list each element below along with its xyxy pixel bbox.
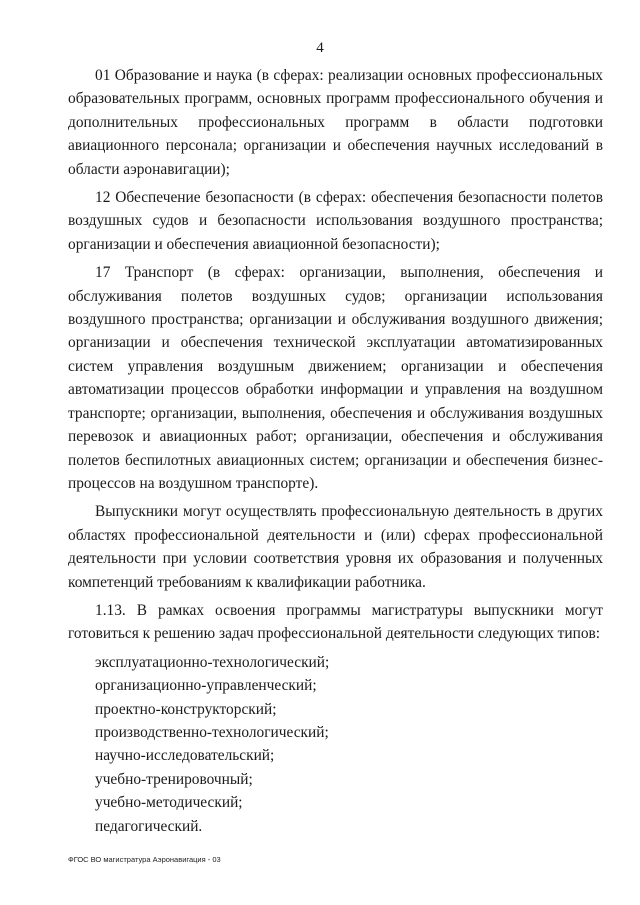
- page-footer: ФГОС ВО магистратура Аэронавигация - 03: [68, 855, 221, 864]
- list-item: проектно-конструкторский;: [95, 700, 277, 718]
- paragraph-transport: 17 Транспорт (в сферах: организации, выполнения, обеспечения и обслуживания полетов воздушных судов; организации использования воздушного пространства; организации и обслуживания воздушного движения; организации и обеспечения технической эксплуатации автоматизированных систем управления воздушным движением; организации и обеспечения автоматизации процессов обработки информации и управления на воздушном транспорте; организации, выполнения, обеспечения и обслуживания воздушных перевозок и авиационных работ; организации, обеспечения и обслуживания полетов беспилотных авиационных систем; организации и обеспечения бизнес-процессов на воздушном транспорте).: [68, 264, 603, 492]
- list-item: научно-исследовательский;: [95, 747, 275, 765]
- paragraph-section-1-13: 1.13. В рамках освоения программы магистратуры выпускники могут готовиться к решению задач профессиональной деятельности следующих типов:: [68, 601, 603, 643]
- list-item: учебно-методический;: [95, 794, 243, 812]
- paragraph-education: 01 Образование и наука (в сферах: реализации основных профессиональных образовательных программ, основных программ профессионального обучения и дополнительных профессиональных программ в области подготовки авиационного персонала; организации и обеспечения научных исследований в области аэронавигации);: [68, 67, 603, 178]
- document-body: [68, 64, 603, 838]
- list-item: производственно-технологический;: [95, 723, 329, 741]
- list-item: педагогический.: [95, 817, 203, 835]
- list-item: учебно-тренировочный;: [95, 770, 253, 788]
- list-item: организационно-управленческий;: [95, 677, 317, 695]
- list-item: эксплуатационно-технологический;: [95, 653, 330, 671]
- paragraph-security: 12 Обеспечение безопасности (в сферах: обеспечения безопасности полетов воздушных судов и безопасности использования воздушного пространства; организации и обеспечения авиационной безопасности);: [68, 189, 603, 253]
- page-number: 4: [316, 40, 324, 56]
- task-type-list: [68, 651, 603, 838]
- paragraph-graduates: Выпускники могут осуществлять профессиональную деятельность в других областях профессиональной деятельности и (или) сферах профессиональной деятельности при условии соответствия уровня их образования и полученных компетенций требованиям к квалификации работника.: [68, 503, 603, 591]
